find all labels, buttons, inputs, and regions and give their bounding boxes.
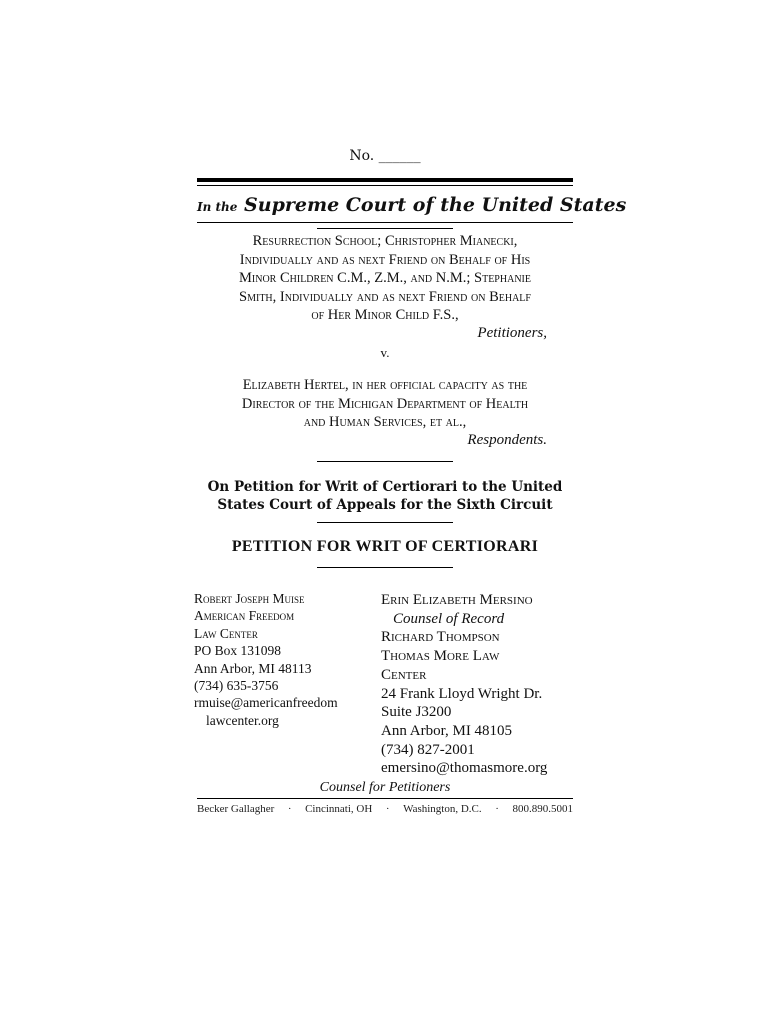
court-name: Supreme Court of the United States (244, 194, 627, 216)
top-rule-thick (197, 178, 573, 182)
counsel-address: PO Box 131098 (194, 643, 282, 659)
counsel-role: Counsel of Record (393, 610, 505, 627)
divider-rule (317, 567, 453, 568)
printer-city: Cincinnati, OH (305, 803, 373, 815)
printer-name: Becker Gallagher (197, 803, 275, 815)
court-title (197, 194, 627, 216)
counsel-name: Robert Joseph Muise (194, 591, 305, 606)
document-title: PETITION FOR WRIT OF CERTIORARI (231, 538, 539, 555)
counsel-for-petitioners: Counsel for Petitioners (319, 780, 451, 795)
printer-phone: 800.890.5001 (512, 803, 573, 815)
caption-line: Resurrection School; Christopher Mianecki, (252, 233, 518, 249)
counsel-name: Richard Thompson (381, 629, 500, 646)
divider-rule (317, 461, 453, 462)
counsel-right-block (381, 591, 581, 778)
counsel-email: rmuise@americanfreedom (194, 695, 338, 711)
printer-city: Washington, D.C. (403, 803, 482, 815)
counsel-address: Suite J3200 (381, 704, 452, 721)
counsel-email: lawcenter.org (206, 712, 279, 728)
petition-subtitle-line: On Petition for Writ of Certiorari to the United (207, 479, 563, 495)
counsel-address: 24 Frank Lloyd Wright Dr. (381, 685, 543, 702)
caption-line: Director of the Michigan Department of Health (241, 395, 529, 412)
caption-line: Minor Children C.M., Z.M., and N.M.; Stephanie (239, 270, 531, 286)
court-prefix: In the (197, 200, 238, 214)
counsel-phone: (734) 827-2001 (381, 741, 475, 758)
caption-line: Elizabeth Hertel, in her official capacity as the (242, 377, 528, 393)
caption-top-rule (317, 228, 453, 229)
divider-rule (317, 522, 453, 523)
respondents-role: Respondents. (467, 432, 547, 448)
court-bottom-rule (197, 222, 573, 223)
caption-line: and Human Services, et al., (303, 414, 467, 430)
docket-number: No. ______ (349, 148, 421, 164)
respondents-caption (197, 376, 573, 432)
counsel-org: American Freedom (194, 608, 295, 624)
counsel-address: Ann Arbor, MI 48105 (381, 722, 513, 739)
versus: v. (380, 345, 390, 360)
top-rule-thin (197, 185, 573, 186)
footer-rule (197, 798, 573, 799)
counsel-org: Thomas More Law (381, 648, 500, 665)
counsel-org: Center (381, 666, 427, 683)
printer-line (197, 803, 573, 815)
counsel-left-block (194, 590, 374, 729)
counsel-name: Erin Elizabeth Mersino (381, 592, 533, 608)
caption-line: Smith, Individually and as next Friend on Behalf (239, 288, 531, 305)
counsel-phone: (734) 635-3756 (194, 678, 279, 694)
petition-subtitle-line: States Court of Appeals for the Sixth Circuit (217, 497, 553, 513)
separator-dot: · (287, 803, 292, 815)
separator-dot: · (495, 803, 499, 815)
petitioners-caption (197, 232, 573, 325)
petition-subtitle (197, 478, 573, 514)
counsel-org: Law Center (194, 625, 258, 641)
counsel-address: Ann Arbor, MI 48113 (194, 660, 312, 676)
petitioners-role: Petitioners, (477, 325, 547, 341)
separator-dot: · (385, 803, 390, 815)
caption-line: of Her Minor Child F.S., (311, 307, 459, 323)
caption-line: Individually and as next Friend on Behalf of His (239, 251, 531, 268)
counsel-email: emersino@thomasmore.org (381, 760, 548, 777)
